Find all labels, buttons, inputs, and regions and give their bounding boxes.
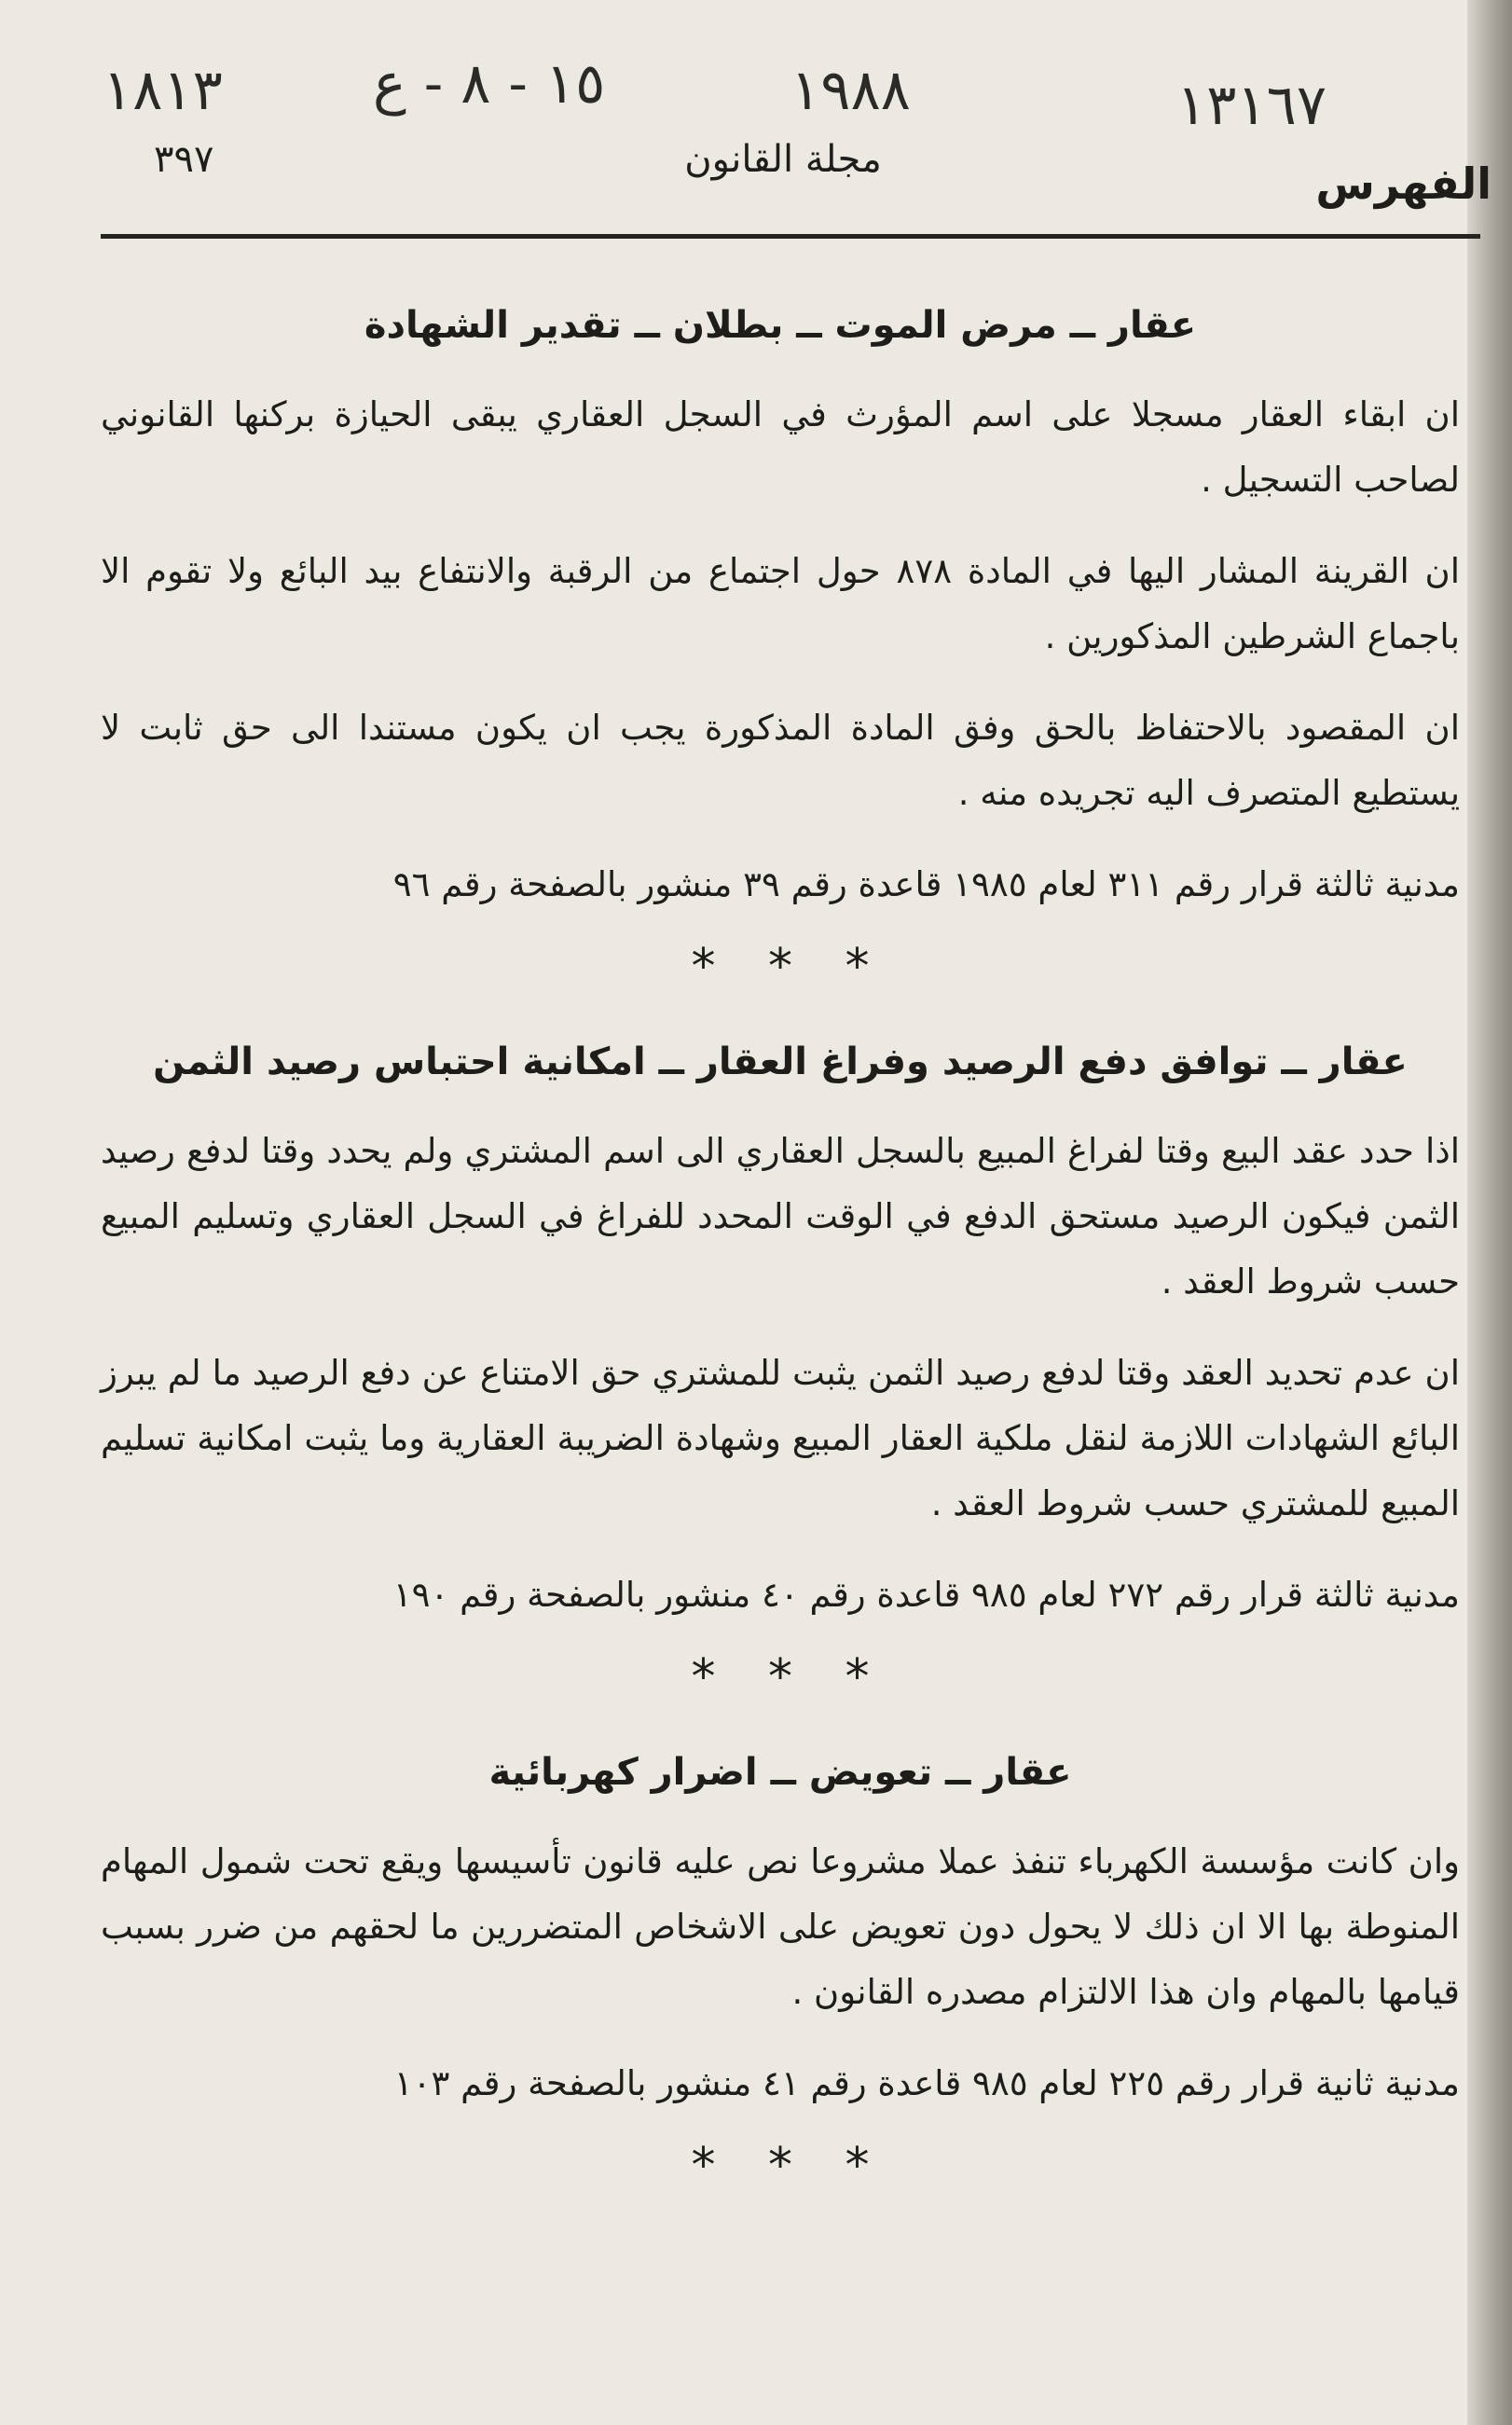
- ruling-paragraph: ان عدم تحديد العقد وقتا لدفع رصيد الثمن يثبت للمشتري حق الامتناع عن دفع الرصيد ما لم يبرز البائع الشهادات اللازمة لنقل ملكية العقار المبيع وشهادة الضريبة العقارية وما يثبت امكانية تسليم المبيع للمشتري حسب شروط العقد .: [101, 1353, 1460, 1523]
- section-separator: * * *: [691, 1649, 870, 1705]
- section-label: الفهرس: [1315, 158, 1491, 209]
- ruling-citation: مدنية ثانية قرار رقم ٢٢٥ لعام ٩٨٥ قاعدة رقم ٤١ منشور بالصفحة رقم ١٠٣: [393, 2063, 1460, 2103]
- handwritten-date: ١٥ - ٨ - ع: [373, 51, 606, 117]
- ruling-paragraph: اذا حدد عقد البيع وقتا لفراغ المبيع بالسجل العقاري الى اسم المشتري ولم يحدد وقتا لدفع رصيد الثمن فيكون الرصيد مستحق الدفع في الوقت المحدد للفراغ في السجل العقاري وتسليم المبيع حسب شروط العقد .: [101, 1131, 1460, 1302]
- document-body: [101, 296, 1460, 2232]
- ruling-paragraph: ان القرينة المشار اليها في المادة ٨٧٨ حول اجتماع من الرقبة والانتفاع بيد البائع ولا تقوم الا باجماع الشرطين المذكورين .: [101, 551, 1460, 656]
- page-number: ٣٩٧: [154, 138, 214, 181]
- ruling-citation: مدنية ثالثة قرار رقم ٣١١ لعام ١٩٨٥ قاعدة رقم ٣٩ منشور بالصفحة رقم ٩٦: [392, 864, 1460, 904]
- section-separator: * * *: [691, 939, 870, 995]
- journal-title: مجلة القانون: [684, 138, 882, 181]
- section-separator: * * *: [691, 2138, 870, 2194]
- section-title: عقار ــ مرض الموت ــ بطلان ــ تقدير الشهادة: [364, 304, 1197, 347]
- header-rule: [101, 234, 1480, 239]
- ruling-paragraph: ان ابقاء العقار مسجلا على اسم المؤرث في السجل العقاري يبقى الحيازة بركنها القانوني لصاحب التسجيل .: [101, 394, 1460, 500]
- handwritten-ref: ١٨١٣: [103, 58, 223, 123]
- ruling-section: [101, 296, 1460, 999]
- binding-shadow: [1467, 0, 1512, 2425]
- handwritten-number: ١٣١٦٧: [1176, 73, 1327, 138]
- section-title: عقار ــ تعويض ــ اضرار كهربائية: [488, 1751, 1072, 1794]
- ruling-paragraph: ان المقصود بالاحتفاظ بالحق وفق المادة المذكورة يجب ان يكون مستندا الى حق ثابت لا يستطيع المتصرف اليه تجريده منه .: [101, 708, 1460, 813]
- ruling-citation: مدنية ثالثة قرار رقم ٢٧٢ لعام ٩٨٥ قاعدة رقم ٤٠ منشور بالصفحة رقم ١٩٠: [392, 1575, 1460, 1615]
- ruling-section: [101, 1743, 1460, 2198]
- ruling-section: [101, 1033, 1460, 1710]
- ruling-paragraph: وان كانت مؤسسة الكهرباء تنفذ عملا مشروعا نص عليه قانون تأسيسها ويقع تحت شمول المهام المنوطة بها الا ان ذلك لا يحول دون تعويض على الاشخاص المتضررين ما لحقهم من ضرر بسبب قيامها بالمهام وان هذا الالتزام مصدره القانون .: [101, 1841, 1460, 2012]
- section-title: عقار ــ توافق دفع الرصيد وفراغ العقار ــ امكانية احتباس رصيد الثمن: [153, 1040, 1408, 1083]
- handwritten-year: ١٩٨٨: [790, 58, 911, 123]
